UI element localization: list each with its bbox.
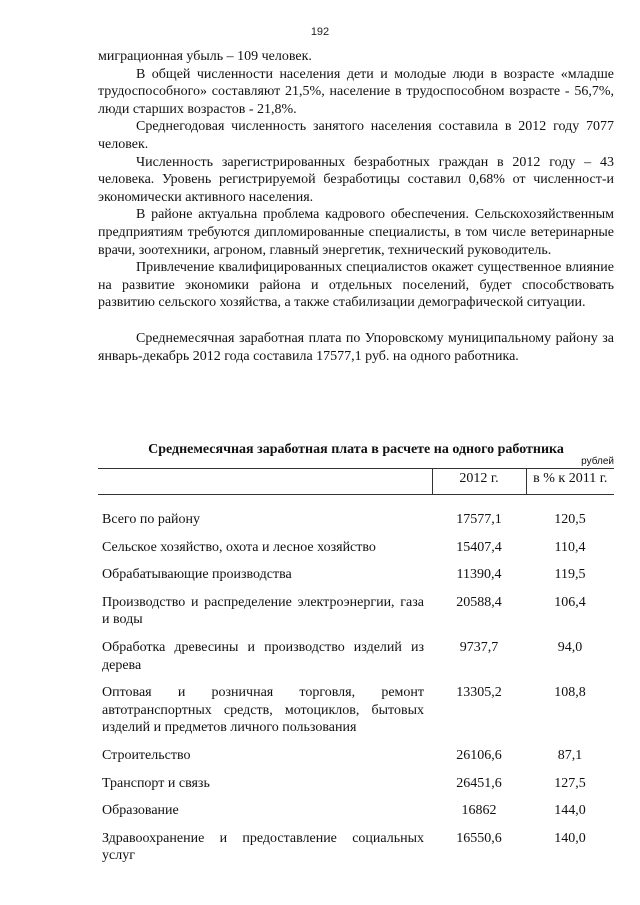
table-row bbox=[98, 634, 614, 679]
row-value-2012: 9737,7 bbox=[459, 640, 499, 656]
paragraph: Среднегодовая численность занятого населения составила в 2012 году 7077 человек. bbox=[98, 119, 614, 152]
table-row bbox=[98, 679, 614, 742]
table-row bbox=[98, 534, 614, 562]
table-row bbox=[98, 589, 614, 634]
row-value-2012: 16862 bbox=[461, 803, 497, 819]
table-header-row bbox=[98, 469, 614, 495]
paragraph: миграционная убыль – 109 человек. bbox=[98, 49, 312, 64]
row-label: Здравоохранение и предоставление социальных услуг bbox=[102, 830, 424, 864]
header-year: 2012 г. bbox=[432, 469, 526, 495]
row-label: Сельское хозяйство, охота и лесное хозяйство bbox=[102, 539, 376, 555]
row-value-2012: 13305,2 bbox=[456, 685, 502, 701]
table-row bbox=[98, 561, 614, 589]
table-row bbox=[98, 797, 614, 825]
row-value-2012: 26451,6 bbox=[456, 775, 502, 791]
row-value-2012: 15407,4 bbox=[456, 539, 502, 555]
row-value-2012: 20588,4 bbox=[456, 594, 502, 610]
row-value-percent: 106,4 bbox=[554, 594, 586, 610]
row-value-percent: 108,8 bbox=[554, 685, 586, 701]
row-label: Образование bbox=[102, 803, 179, 819]
table-title: Среднемесячная заработная плата в расчете на одного работника bbox=[148, 442, 564, 457]
page-number: 192 bbox=[310, 26, 330, 38]
paragraph: В районе актуальна проблема кадрового обеспечения. Сельскохозяйственным предприятиям требуются дипломированные специалисты, в том числе ветеринарные врачи, зоотехники, агроном, главный энергетик, технический руководитель. bbox=[98, 207, 614, 258]
paragraph: Среднемесячная заработная плата по Упоровскому муниципальному району за январь-декабрь 2012 года составила 17577,1 руб. на одного работника. bbox=[98, 330, 614, 364]
spacer bbox=[98, 312, 614, 330]
header-empty-cell bbox=[98, 469, 432, 495]
row-value-percent: 120,5 bbox=[554, 512, 586, 528]
row-value-percent: 87,1 bbox=[557, 748, 583, 764]
row-label: Обработка древесины и производство изделий из дерева bbox=[102, 640, 424, 673]
row-value-percent: 94,0 bbox=[557, 640, 583, 656]
header-percent: в % к 2011 г. bbox=[533, 471, 608, 486]
row-label: Транспорт и связь bbox=[102, 775, 210, 791]
row-label: Производство и распределение электроэнергии, газа и воды bbox=[102, 594, 424, 628]
row-label: Строительство bbox=[102, 748, 191, 764]
paragraph: Численность зарегистрированных безработных граждан в 2012 году – 43 человека. Уровень регистрируемой безработицы составил 0,68% от численност-и экономически активного населения. bbox=[98, 154, 614, 205]
row-value-2012: 16550,6 bbox=[456, 830, 502, 846]
row-value-2012: 17577,1 bbox=[456, 512, 502, 528]
salary-table bbox=[98, 468, 614, 870]
row-label: Обрабатывающие производства bbox=[102, 567, 292, 583]
paragraph: В общей численности населения дети и молодые люди в возрасте «младше трудоспособного» составляют 21,5%, население в трудоспособном возрасте - 56,7%, люди старших возрастов - 21,8%. bbox=[98, 66, 614, 117]
table-row bbox=[98, 742, 614, 770]
row-value-2012: 26106,6 bbox=[456, 748, 502, 764]
row-value-percent: 140,0 bbox=[554, 830, 586, 846]
row-value-percent: 127,5 bbox=[554, 775, 586, 791]
paragraph: Привлечение квалифицированных специалистов окажет существенное влияние на развитие экономики района и отдельных поселений, будет способствовать развитию сельского хозяйства, а также стабилизации демографической ситуации. bbox=[98, 260, 614, 311]
row-value-percent: 119,5 bbox=[554, 567, 586, 583]
body-text bbox=[98, 48, 614, 365]
row-value-2012: 11390,4 bbox=[456, 567, 502, 583]
table-units: рублей bbox=[581, 456, 614, 467]
row-value-percent: 110,4 bbox=[554, 539, 586, 555]
row-value-percent: 144,0 bbox=[554, 803, 586, 819]
row-label: Оптовая и розничная торговля, ремонт автотранспортных средств, мотоциклов, бытовых изделий и предметов личного пользования bbox=[102, 685, 424, 736]
table-row bbox=[98, 770, 614, 798]
table-row bbox=[98, 825, 614, 870]
table-row bbox=[98, 506, 614, 534]
row-label: Всего по району bbox=[102, 512, 201, 528]
